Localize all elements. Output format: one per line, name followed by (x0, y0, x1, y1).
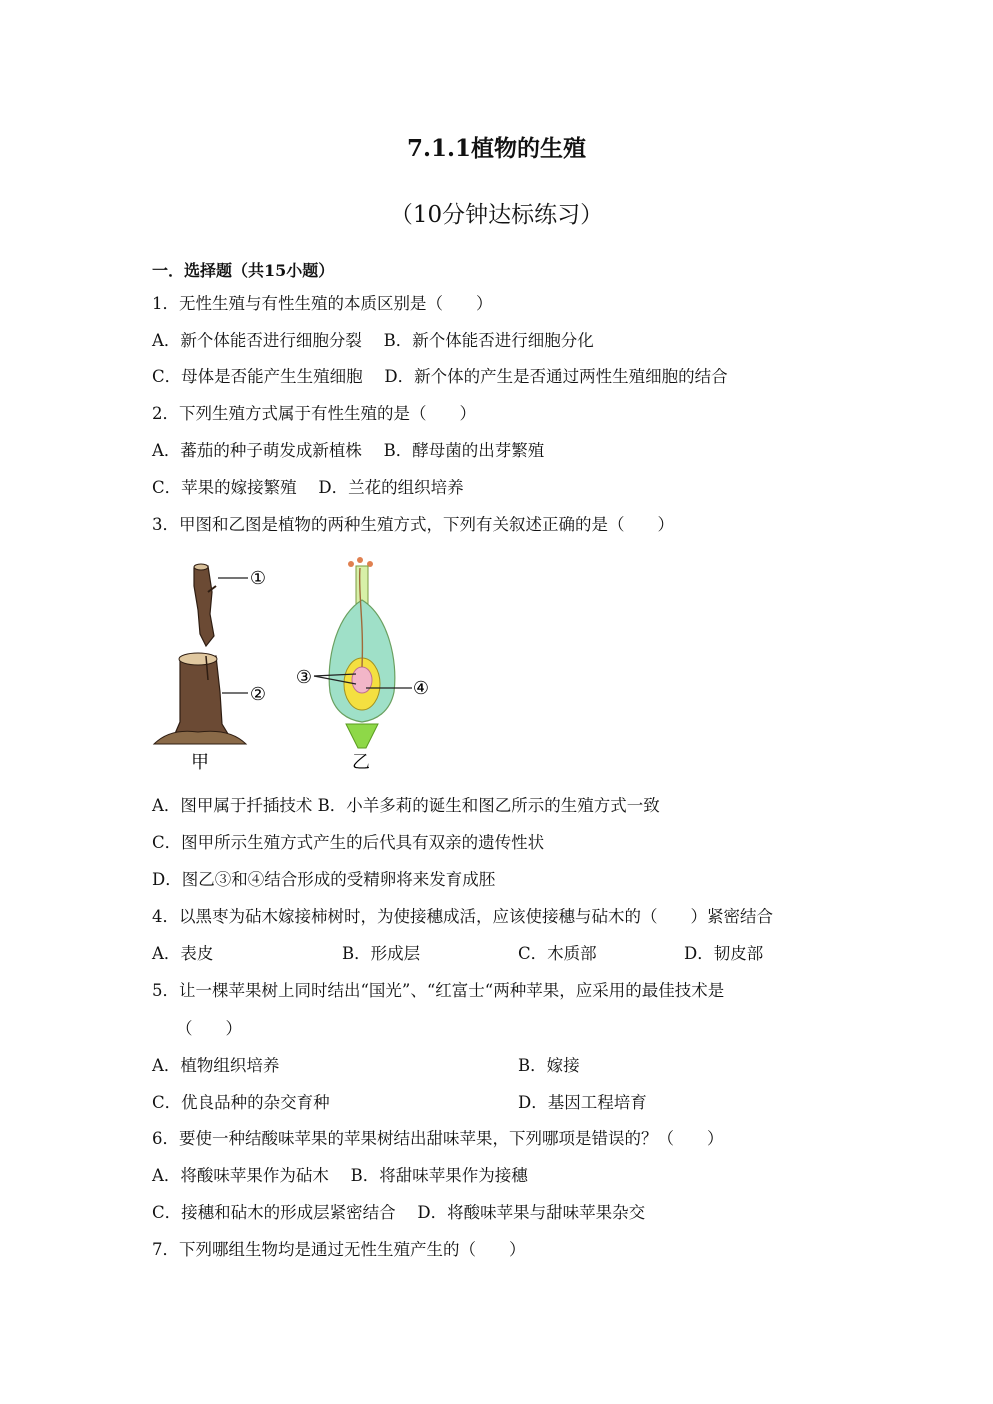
question-7-stem: 7．下列哪组生物均是通过无性生殖产生的（ ） (152, 1240, 526, 1259)
marker-4: ④ (412, 678, 430, 699)
question-4-option-c: C．木质部 (518, 944, 597, 963)
grafting-diagram (154, 564, 266, 773)
question-3-option-d: D．图乙③和④结合形成的受精卵将来发育成胚 (152, 870, 496, 889)
question-3-options-ab: A．图甲属于扦插技术 B．小羊多莉的诞生和图乙所示的生殖方式一致 (152, 796, 660, 815)
question-5-option-c: C．优良品种的杂交育种 (152, 1093, 330, 1112)
question-6-stem: 6．要使一种结酸味苹果的苹果树结出甜味苹果，下列哪项是错误的？（ ） (152, 1129, 724, 1148)
question-6-options-ab: A．将酸味苹果作为砧木 B．将甜味苹果作为接穗 (152, 1166, 528, 1185)
question-3-stem: 3．甲图和乙图是植物的两种生殖方式，下列有关叙述正确的是（ ） (152, 515, 674, 534)
marker-3: ③ (295, 667, 313, 688)
question-4-stem: 4．以黑枣为砧木嫁接柿树时，为使接穗成活，应该使接穗与砧木的（ ）紧密结合 (152, 907, 773, 926)
marker-2: ② (249, 684, 267, 705)
pistil-diagram (296, 557, 429, 773)
question-3-option-c: C．图甲所示生殖方式产生的后代具有双亲的遗传性状 (152, 833, 545, 852)
section-heading: 一．选择题（共15小题） (152, 261, 335, 280)
label-yi: 乙 (352, 752, 370, 773)
question-5-stem: 5．让一棵苹果树上同时结出“国光”、“红富士“两种苹果，应采用的最佳技术是 (152, 981, 725, 1000)
label-jia: 甲 (191, 752, 209, 773)
marker-1: ① (249, 568, 267, 589)
question-1-stem: 1．无性生殖与有性生殖的本质区别是（ ） (152, 294, 493, 313)
question-5-stem-cont: （ ） (176, 1019, 242, 1038)
page-subtitle: （10分钟达标练习） (389, 202, 604, 228)
question-2-options-cd: C．苹果的嫁接繁殖 D．兰花的组织培养 (152, 478, 464, 497)
question-1-options-cd: C．母体是否能产生生殖细胞 D．新个体的产生是否通过两性生殖细胞的结合 (152, 367, 728, 386)
question-2-stem: 2．下列生殖方式属于有性生殖的是（ ） (152, 404, 476, 423)
page-title: 7.1.1植物的生殖 (406, 135, 587, 162)
question-4-option-d: D．韧皮部 (684, 944, 764, 963)
question-5-option-b: B．嫁接 (518, 1056, 580, 1075)
question-2-options-ab: A．蕃茄的种子萌发成新植株 B．酵母菌的出芽繁殖 (152, 441, 545, 460)
question-5-option-d: D．基因工程培育 (518, 1093, 647, 1112)
question-3-figure (150, 552, 450, 777)
question-4-option-a: A．表皮 (152, 944, 214, 963)
grafting-and-flower-diagram (150, 552, 450, 777)
question-5-option-a: A．植物组织培养 (152, 1056, 280, 1075)
question-4-option-b: B．形成层 (342, 944, 421, 963)
question-1-options-ab: A．新个体能否进行细胞分裂 B．新个体能否进行细胞分化 (152, 331, 594, 350)
question-6-options-cd: C．接穗和砧木的形成层紧密结合 D．将酸味苹果与甜味苹果杂交 (152, 1203, 646, 1222)
